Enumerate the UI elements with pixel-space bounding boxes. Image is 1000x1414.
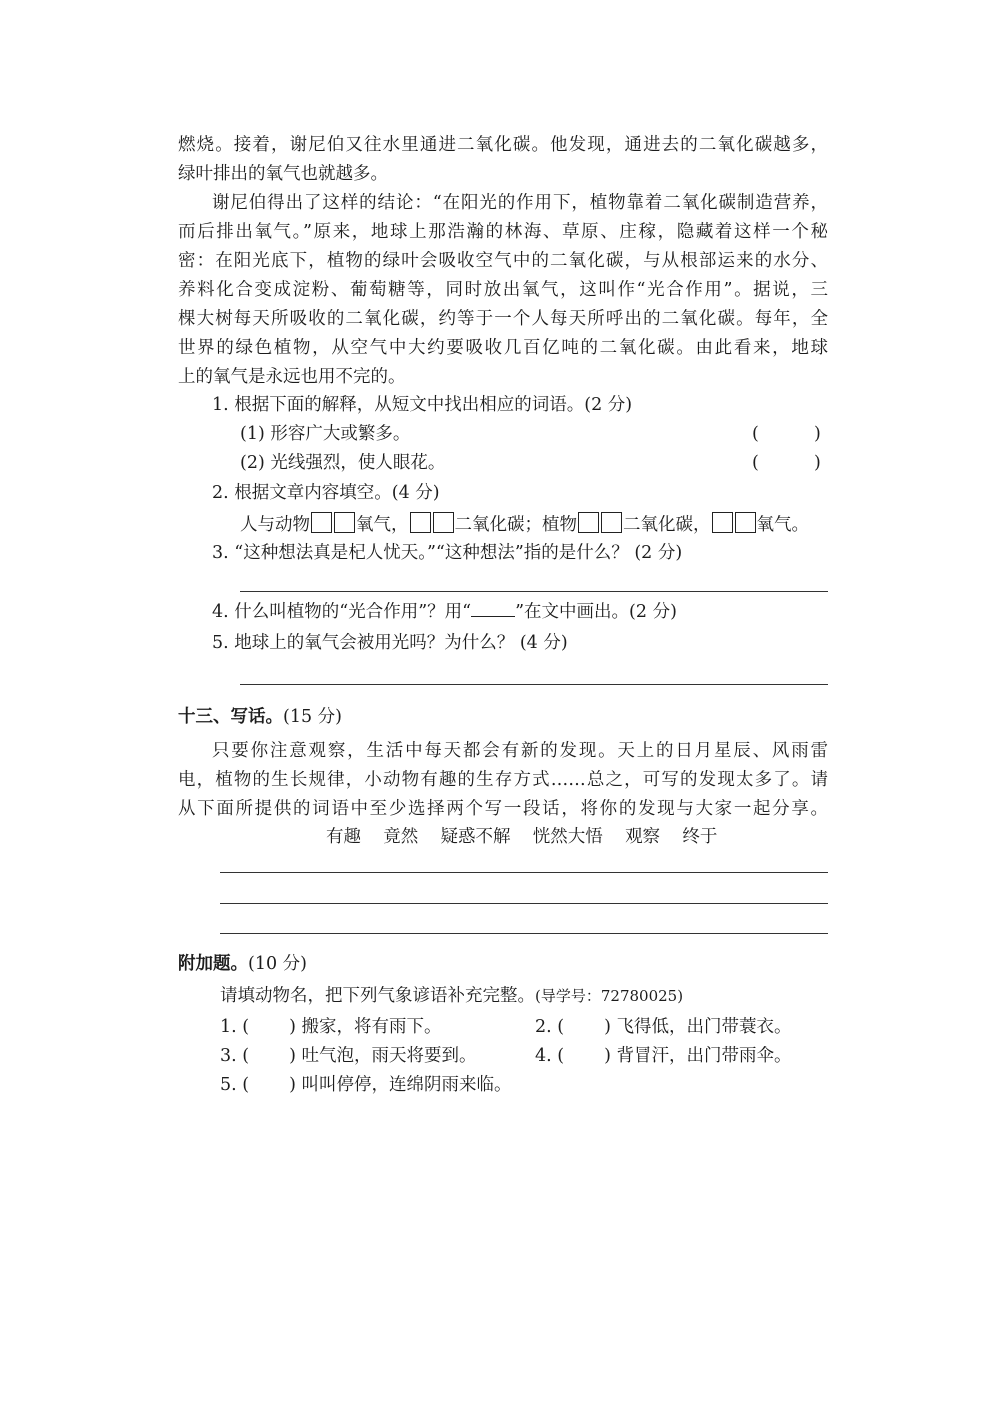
- writing-line[interactable]: [220, 903, 828, 904]
- question-4: [212, 601, 677, 623]
- word-bank-item: 终于: [682, 827, 718, 847]
- paren-right: ): [289, 1017, 296, 1037]
- paren-left: (: [242, 1017, 250, 1037]
- bonus-item-4: [535, 1045, 792, 1067]
- guide-number: (导学号：72780025): [535, 987, 684, 1005]
- passage-line-3: 谢尼伯得出了这样的结论：“在阳光的作用下，植物靠着二氧化碳制造营养，: [212, 193, 828, 213]
- passage-line-9: 上的氧气是永远也用不完的。: [178, 367, 406, 387]
- bonus-item-number: 2.: [535, 1017, 552, 1037]
- question-3: 3. “这种想法真是杞人忧天。”“这种想法”指的是什么？ (2 分): [212, 543, 683, 563]
- answer-paren-left: (: [752, 453, 759, 473]
- bonus-item-number: 1.: [220, 1017, 237, 1037]
- bonus-item-2: [535, 1016, 792, 1038]
- paren-right: ): [289, 1046, 296, 1066]
- answer-box[interactable]: [601, 512, 622, 533]
- answer-box[interactable]: [311, 512, 332, 533]
- question-2: 2. 根据文章内容填空。(4 分): [212, 483, 440, 503]
- passage-line-7: 棵大树每天所吸收的二氧化碳，约等于一个人每天所呼出的二氧化碳。每年，全: [178, 309, 828, 329]
- bonus-instruction-line: [220, 985, 683, 1007]
- section-13-heading: [178, 706, 342, 728]
- paren-left: (: [557, 1046, 565, 1066]
- question-1: 1. 根据下面的解释，从短文中找出相应的词语。(2 分): [212, 395, 633, 415]
- paren-right: ): [604, 1017, 611, 1037]
- fill-text: 二氧化碳；植物: [454, 515, 577, 535]
- word-bank-item: 疑惑不解: [440, 827, 511, 847]
- question-5: 5. 地球上的氧气会被用光吗？为什么？ (4 分): [212, 633, 568, 653]
- bonus-instruction: 请填动物名，把下列气象谚语补充完整。: [220, 986, 535, 1006]
- bonus-title: 附加题。: [178, 954, 248, 974]
- question-4-text-b: ”在文中画出。(2 分): [515, 602, 677, 622]
- bonus-item-text: 吐气泡，雨天将要到。: [301, 1046, 477, 1066]
- fill-text: 二氧化碳，: [623, 515, 711, 535]
- section-13-title: 十三、写话。: [178, 707, 283, 727]
- bonus-item-text: 搬家，将有雨下。: [301, 1017, 442, 1037]
- question-1-item-2: (2) 光线强烈，使人眼花。: [240, 453, 446, 473]
- bonus-item-number: 4.: [535, 1046, 552, 1066]
- passage-line-8: 世界的绿色植物，从空气中大约要吸收几百亿吨的二氧化碳。由此看来，地球: [178, 338, 828, 358]
- answer-box[interactable]: [410, 512, 431, 533]
- fill-text: 氧气。: [756, 515, 809, 535]
- answer-box[interactable]: [433, 512, 454, 533]
- writing-line[interactable]: [220, 933, 828, 934]
- bonus-item-text: 叫叫停停，连绵阴雨来临。: [301, 1075, 512, 1095]
- paren-left: (: [557, 1017, 565, 1037]
- bonus-item-text: 飞得低，出门带蓑衣。: [616, 1017, 792, 1037]
- bonus-item-3: [220, 1045, 477, 1067]
- answer-line[interactable]: [240, 591, 828, 592]
- answer-box[interactable]: [735, 512, 756, 533]
- section-13-line-1: 只要你注意观察，生活中每天都会有新的发现。天上的日月星辰、风雨雷: [212, 741, 828, 761]
- word-bank-item: 恍然大悟: [532, 827, 603, 847]
- writing-line[interactable]: [220, 872, 828, 873]
- answer-line[interactable]: [240, 684, 828, 685]
- answer-paren-left: (: [752, 424, 759, 444]
- bonus-item-1: [220, 1016, 442, 1038]
- passage-line-6: 养料化合变成淀粉、葡萄糖等，同时放出氧气，这叫作“光合作用”。据说，三: [178, 280, 828, 300]
- underline-sample: [471, 602, 515, 617]
- answer-box[interactable]: [334, 512, 355, 533]
- answer-paren-right: ): [814, 424, 821, 444]
- fill-text: 人与动物: [240, 515, 310, 535]
- word-bank-item: 有趣: [326, 827, 361, 847]
- passage-line-1: 燃烧。接着，谢尼伯又往水里通进二氧化碳。他发现，通进去的二氧化碳越多，: [178, 135, 828, 155]
- section-13-line-3: 从下面所提供的词语中至少选择两个写一段话，将你的发现与大家一起分享。: [178, 799, 828, 819]
- word-bank-item: 竟然: [383, 827, 419, 847]
- paren-left: (: [242, 1046, 250, 1066]
- bonus-item-text: 背冒汗，出门带雨伞。: [616, 1046, 792, 1066]
- paren-right: ): [604, 1046, 611, 1066]
- word-bank: [326, 826, 717, 848]
- bonus-item-5: [220, 1074, 512, 1096]
- question-1-item-1: (1) 形容广大或繁多。: [240, 424, 411, 444]
- passage-line-5: 密：在阳光底下，植物的绿叶会吸收空气中的二氧化碳，与从根部运来的水分、: [178, 251, 828, 271]
- bonus-score: (10 分): [248, 954, 307, 974]
- section-13-score: (15 分): [283, 707, 342, 727]
- word-bank-item: 观察: [625, 827, 661, 847]
- passage-line-4: 而后排出氧气。”原来，地球上那浩瀚的林海、草原、庄稼，隐藏着这样一个秘: [178, 222, 828, 242]
- passage-line-2: 绿叶排出的氧气也就越多。: [178, 164, 388, 184]
- answer-box[interactable]: [578, 512, 599, 533]
- bonus-item-number: 3.: [220, 1046, 237, 1066]
- fill-text: 氧气，: [356, 515, 409, 535]
- paren-left: (: [242, 1075, 250, 1095]
- bonus-item-number: 5.: [220, 1075, 237, 1095]
- question-2-fill-line: [240, 512, 809, 536]
- paren-right: ): [289, 1075, 296, 1095]
- bonus-heading: [178, 953, 307, 975]
- answer-box[interactable]: [712, 512, 733, 533]
- section-13-line-2: 电，植物的生长规律，小动物有趣的生存方式……总之，可写的发现太多了。请: [178, 770, 828, 790]
- answer-paren-right: ): [814, 453, 821, 473]
- question-4-text-a: 4. 什么叫植物的“光合作用”？用“: [212, 602, 472, 622]
